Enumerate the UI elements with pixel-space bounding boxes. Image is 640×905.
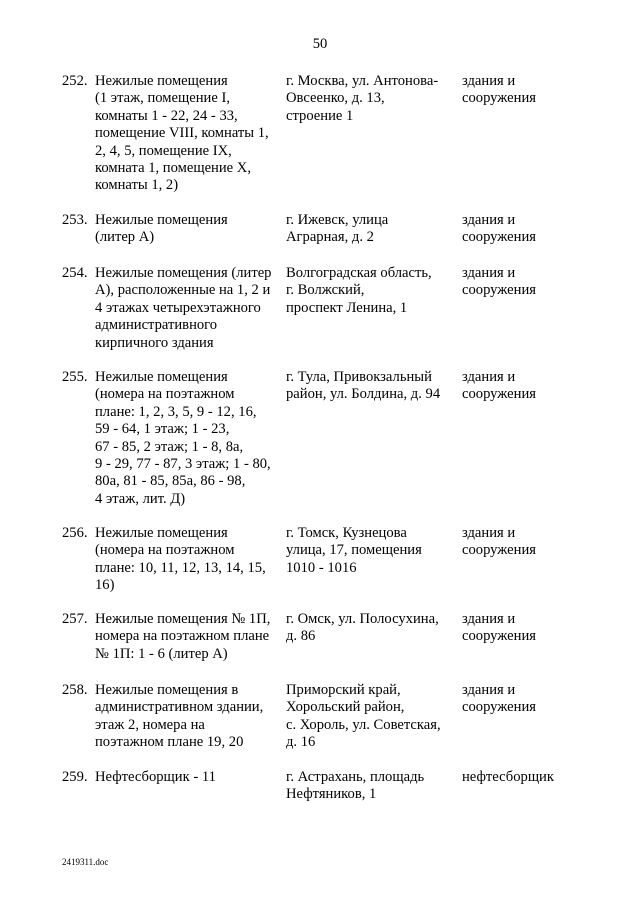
property-type: здания и сооружения	[462, 682, 536, 716]
row-number: 259.	[62, 769, 88, 785]
property-address: г. Омск, ул. Полосухина, д. 86	[286, 611, 439, 645]
property-address: г. Астрахань, площадь Нефтяников, 1	[286, 769, 425, 803]
document-filename: 2419311.doc	[62, 857, 109, 867]
property-type: здания и сооружения	[462, 212, 536, 246]
property-name: Нефтесборщик - 11	[95, 769, 216, 785]
property-address: г. Ижевск, улица Аграрная, д. 2	[286, 212, 389, 246]
property-name: Нежилые помещения в административном здании, этаж 2, номера на поэтажном плане 19, 20	[95, 682, 264, 751]
property-name: Нежилые помещения (литер А)	[95, 212, 228, 246]
property-name: Нежилые помещения (литер А), расположенные на 1, 2 и 4 этажах четырехэтажного административного кирпичного здания	[95, 265, 272, 351]
property-name: Нежилые помещения (номера на поэтажном плане: 10, 11, 12, 13, 14, 15, 16)	[95, 525, 266, 594]
page-number: 50	[312, 36, 328, 52]
row-number: 257.	[62, 611, 88, 627]
row-number: 255.	[62, 369, 88, 385]
row-number: 253.	[62, 212, 88, 228]
property-name: Нежилые помещения (1 этаж, помещение I, комнаты 1 - 22, 24 - 33, помещение VIII, комнаты 1, 2, 4, 5, помещение IX, комната 1, помещение X, комнаты 1, 2)	[95, 73, 269, 194]
row-number: 254.	[62, 265, 88, 281]
property-type: здания и сооружения	[462, 265, 536, 299]
property-name: Нежилые помещения № 1П, номера на поэтажном плане № 1П: 1 - 6 (литер А)	[95, 611, 271, 662]
property-type: здания и сооружения	[462, 369, 536, 403]
property-address: г. Томск, Кузнецова улица, 17, помещения 1010 - 1016	[286, 525, 422, 576]
property-address: Приморский край, Хорольский район, с. Хороль, ул. Советская, д. 16	[286, 682, 441, 751]
row-number: 252.	[62, 73, 88, 89]
property-type: нефтесборщик	[462, 769, 554, 785]
property-type: здания и сооружения	[462, 73, 536, 107]
property-type: здания и сооружения	[462, 525, 536, 559]
property-type: здания и сооружения	[462, 611, 536, 645]
row-number: 256.	[62, 525, 88, 541]
property-name: Нежилые помещения (номера на поэтажном плане: 1, 2, 3, 5, 9 - 12, 16, 59 - 64, 1 этаж; 1 - 23, 67 - 85, 2 этаж; 1 - 8, 8а, 9 - 29, 77 - 87, 3 этаж; 1 - 80, 80а, 81 - 85, 85а, 86 - 98, 4 этаж, лит. Д)	[95, 369, 271, 507]
row-number: 258.	[62, 682, 88, 698]
property-address: г. Москва, ул. Антонова- Овсеенко, д. 13, строение 1	[286, 73, 439, 124]
property-address: г. Тула, Привокзальный район, ул. Болдина, д. 94	[286, 369, 441, 403]
property-address: Волгоградская область, г. Волжский, проспект Ленина, 1	[286, 265, 432, 316]
